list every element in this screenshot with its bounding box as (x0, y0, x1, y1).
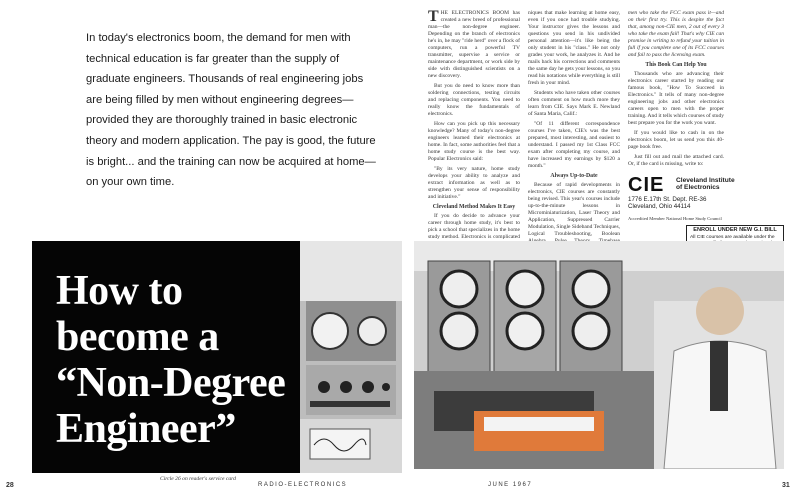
equipment-photo-left (300, 241, 402, 473)
col1-heading: Cleveland Method Makes It Easy (432, 204, 516, 210)
page-number-right: 31 (782, 482, 790, 489)
article-column-3 (628, 10, 724, 170)
accreditation-text: Accredited Member National Home Study Council (628, 216, 722, 221)
headline (56, 268, 296, 452)
col3-p3: If you would like to cash in on the electronics boom, let us send you this 40-page book free. (628, 130, 724, 150)
col3-heading: This Book Can Help You (645, 62, 707, 68)
col3-p4: Just fill out and mail the attached card. Or, if the card is missing, write to: (628, 154, 724, 167)
col2-p4: Because of rapid developments in electronics, CIE courses are constantly being revised. This year's courses include up-to-the-minute lessons in Microminiaturization, Laser Theory and Application, Suppressed Carrier Modulation, Single Sideband Techniques, Logical Troubleshooting, Boolean (528, 182, 620, 237)
intro-paragraph: In today's electronics boom, the demand for men with technical education is far greater than the supply of graduate engineers. Thousands of real engineering jobs are being filled by men without engineering degrees—provided they are thoroughly trained in basic electronic theory and modern application. The pay is good, the future is bright... and the training can now be acquired at home—on your own time. (86, 32, 376, 189)
service-card-caption: Circle 26 on reader's service card (160, 476, 236, 482)
col2-p2: Students who have taken other courses often comment on how much more they learn from CIE. Says Mark E. Newland of Santa Maria, Calif.: (528, 90, 620, 117)
cie-name-line-2: of Electronics (676, 184, 720, 191)
gi-bill-text: All CIE courses are available under the (690, 234, 775, 240)
col3-p2: Thousands who are advancing their electronics career started by reading our famous book, "How To Succeed in Electronics." It tells of many non-degree engineering jobs and other electronics careers open to men with the proper training. And it tells which courses of study best prepare you for the work you want. (628, 71, 724, 126)
col1-p5: If you do decide to advance your career through home study, it's best to pick a school that specializes in the home study method. Electronics is complicated (428, 213, 520, 240)
col1-p3: How can you pick up this necessary knowledge? Many of today's non-degree engineers learned their electronics at home. In fact, some authorities feel that a home study course is the best way. Popular Electronics said: (428, 121, 520, 162)
headline-line-4: Engineer” (56, 406, 236, 452)
cie-address-line-1: 1776 E.17th St. Dept. RE-36 (628, 196, 707, 203)
col3-p1: men who take the FCC exam pass it—and on their first try. This is despite the fact that, among non-CIE men, 2 out of every 3 who take the exam fail! That's why CIE can promise in writing to refund your tuition in full if you complete one of its FCC courses and fail to pass the licensing exam. (628, 10, 724, 58)
page-number-left: 28 (6, 482, 14, 489)
col2-p1: niques that make learning at home easy, even if you once had trouble studying. Your instructor gives the lessons and questions you send in his undivided personal attention—it's like being the only student in his "class." He not only grades your work, he analyzes it. And he mails back his corrections and comments the same day he gets your lessons, so you read his notations while everything is still fresh in your mind. (528, 10, 620, 86)
cie-ad-block (628, 174, 788, 216)
magazine-name: RADIO-ELECTRONICS (258, 482, 348, 488)
headline-line-1: How to (56, 268, 183, 314)
col2-heading-1: Always Up-to-Date (550, 173, 598, 179)
computer-room-photo (414, 241, 784, 469)
col1-p4: "By its very nature, home study develops your ability to analyze and extract information as well as to strengthen your sense of responsibility and initiative." (428, 166, 520, 200)
article-column-1: THE ELECTRONICS BOOM has created a new breed of professional man—the non-degree engineer. Depending on the branch of electronics he's in, he may "ride herd" over a flock of computers, run a powerful TV transmitter, supervise a service or maintenance department, or work side by side with distinguished scientists on a new discovery. But you do need to know more than soldering connections, testing circuits and replacing components. You need to really know the fundamentals of electronics. How can you pick up this necessary knowledge? Many of today's non-degree engineers learned their electronics at home. In fact, some authorities feel that a home study course is the best way. Popular Electronics said: "By its very nature, home study develops your ability to analyze and extract information as well as to strengthen your sense of responsibility and initiative." Cleveland Method Makes It Easy If you do decide to advance your career through home study, it's best to pick a school that specializes in the home study method. Electronics is complicated (428, 10, 520, 300)
gi-bill-title: ENROLL UNDER NEW G.I. BILL (693, 227, 777, 233)
cie-name-line-1: Cleveland Institute (676, 177, 735, 184)
cie-logo: CIE (628, 174, 665, 196)
cie-address-line-2: Cleveland, Ohio 44114 (628, 203, 691, 211)
issue-date: JUNE 1967 (488, 482, 533, 488)
headline-line-2: become a (56, 314, 219, 360)
headline-line-3: “Non-Degree (56, 360, 286, 406)
col2-p3: "Of 11 different correspondence courses I've taken, CIE's was the best prepared, most interesting, and easiest to understand. I passed my 1st Class FCC exam after completing my course, and have increased my earnings by $120 a month." (528, 121, 620, 169)
col1-p1: HE ELECTRONICS BOOM has created a new breed of professional man—the non-degree engineer. Depending on the branch of electronics he's in, he may "ride herd" over a flock of computers, run a powerful TV transmitter, supervise a service or maintenance department, or work side by side with distinguished scientists on a new discovery. (428, 10, 520, 79)
col1-p2: But you do need to know more than soldering connections, testing circuits and replacing components. You need to really know the fundamentals of electronics. (428, 83, 520, 117)
